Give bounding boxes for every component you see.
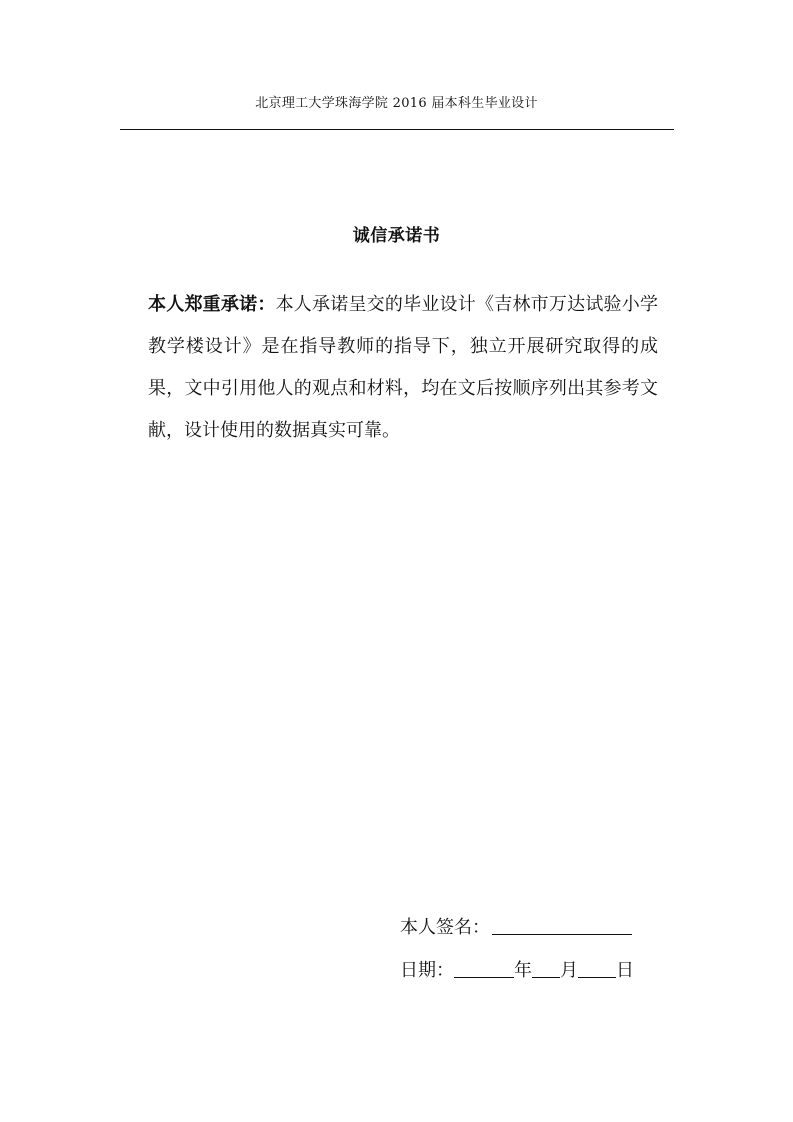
signature-blank-line — [492, 914, 632, 935]
statement-body: 本人承诺呈交的毕业设计《吉林市万达试验小学教学楼设计》是在指导教师的指导下，独立开展研究取得的成果，文中引用他人的观点和材料，均在文后按顺序列出其参考文献，设计使用的数据真实可靠。 — [148, 294, 659, 441]
month-label: 月 — [560, 960, 578, 981]
signature-row — [400, 914, 632, 941]
year-label: 年 — [514, 960, 532, 981]
year-blank-line — [454, 957, 514, 978]
signature-label: 本人签名： — [400, 917, 490, 938]
day-blank-line — [578, 957, 616, 978]
document-title: 诚信承诺书 — [352, 226, 441, 246]
date-label: 日期： — [400, 960, 454, 981]
page-header: 北京理工大学珠海学院 2016 届本科生毕业设计 — [255, 96, 538, 111]
date-row — [400, 957, 634, 984]
month-blank-line — [532, 957, 560, 978]
header-divider — [120, 129, 674, 130]
statement-lead: 本人郑重承诺： — [148, 294, 276, 315]
day-label: 日 — [616, 960, 634, 981]
commitment-statement — [148, 284, 658, 452]
